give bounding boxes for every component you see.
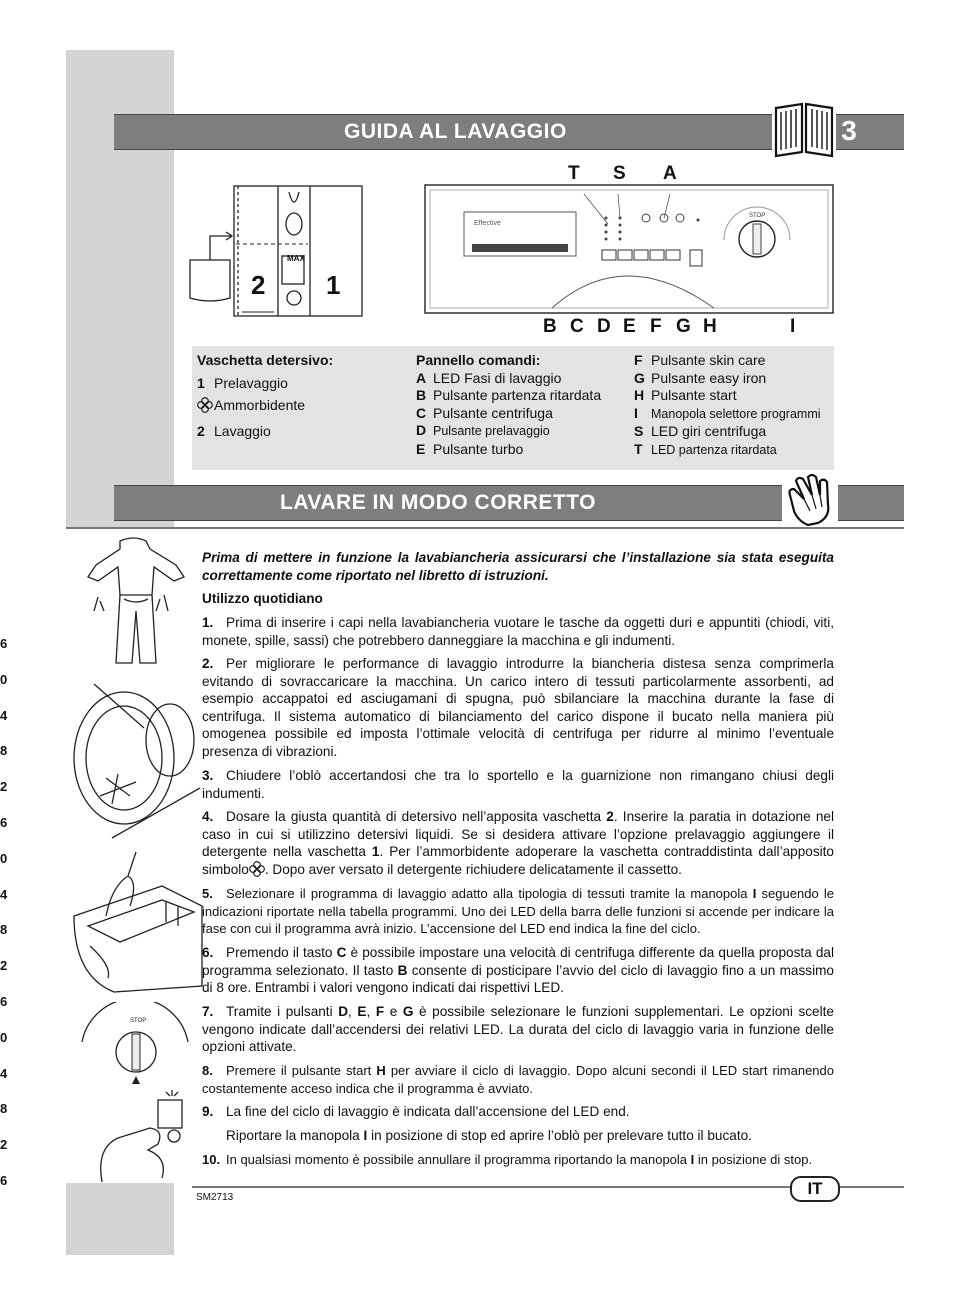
step-9-continued (202, 1127, 834, 1145)
section-title-guida: GUIDA AL LAVAGGIO (344, 120, 567, 143)
step-text: è possibile selezionare le funzioni supplementari. Le opzioni scelte vengono indicate dall’accendersi dei relativi LED. La durata del ciclo di lavaggio varia in funzione delle opzioni attivate. (202, 1004, 834, 1055)
step-5 (202, 885, 834, 938)
side-number: 0 (0, 671, 8, 687)
step-text: Premere il pulsante start (226, 1063, 377, 1078)
step-text: Per migliorare le performance di lavaggio introdurre la biancheria distesa senza comprimerla evitando di sovraccaricare la macchina. Un carico intero di tessuti particolarmente assorbenti, ad esempio accappatoi ed asciugamani di spugna, può sbilanciare la macchina durante la fase di centrifuga. Il sistema automatico di bilanciamento del carico dispone il bucato nella maniera più omogenea possibile ed imposta l’ottimale velocità di centrifuga per ridurre al minimo l’eventuale presenza di vibrazioni. (202, 656, 834, 759)
section-divider (66, 527, 904, 529)
side-number: 0 (0, 850, 8, 866)
legend-key: S (634, 423, 644, 440)
side-numbers (0, 636, 14, 1209)
panel-top-letter-a: A (663, 163, 677, 184)
svg-text:STOP: STOP (130, 1018, 147, 1024)
legend-key: H (634, 387, 645, 404)
legend-label: Pulsante prelavaggio (433, 424, 550, 439)
side-number: 4 (0, 1065, 8, 1081)
drawer-label-2: 2 (251, 270, 266, 300)
door-illustration (60, 678, 200, 840)
bottom-gray-band (66, 1183, 174, 1255)
step-number: 10. (202, 1152, 221, 1167)
legend-label: Pulsante start (651, 387, 737, 404)
step-number: 8. (202, 1063, 213, 1078)
panel-legend-title: Pannello comandi: (416, 352, 541, 368)
step-bold: E (357, 1004, 367, 1019)
detergent-legend-title: Vaschetta detersivo: (197, 352, 334, 368)
knob-illustration (76, 1002, 194, 1088)
step-bold: 1 (371, 844, 380, 860)
legend-label: Prelavaggio (214, 374, 288, 391)
step-text: La fine del ciclo di lavaggio è indicata dall’accensione del LED end. (226, 1104, 630, 1119)
step-text: Dosare la giusta quantità di detersivo nell’apposita vaschetta (226, 809, 607, 824)
step-text: Prima di inserire i capi nella lavabiancheria vuotare le tasche da oggetti duri e appuntiti (chiodi, viti, monete, spille, sassi) che potrebbero danneggiare la macchina e gli indumenti. (202, 615, 834, 648)
legend-key: C (416, 404, 427, 421)
legend-label: Ammorbidente (214, 397, 306, 414)
side-number: 8 (0, 922, 8, 938)
detergent-drawer-figure (186, 182, 366, 322)
legend-key: A (416, 369, 427, 386)
legend-label: Pulsante turbo (433, 440, 524, 457)
step-text: per avviare il ciclo di lavaggio. Dopo alcuni secondi il LED start rimanendo costantemente acceso indica che il programma è avviato. (202, 1063, 834, 1096)
step-text: in posizione di stop. (694, 1152, 813, 1167)
legend-key: F (634, 352, 643, 368)
step-6 (202, 944, 834, 997)
legend-label: Lavaggio (214, 422, 271, 439)
panel-bottom-letter-g: G (676, 316, 691, 337)
step-text: . Dopo aver versato il detergente richiudere delicatamente il cassetto. (264, 861, 682, 877)
footer-code: SM2713 (196, 1192, 234, 1203)
drawer-label-1: 1 (326, 270, 341, 300)
step-text: è possibile impostare una velocità di centrifuga differente da quella proposta dal programma selezionato. Il tasto (202, 945, 835, 978)
panel-bottom-letter-i: I (790, 316, 796, 337)
side-number: 4 (0, 707, 8, 723)
control-panel-figure (424, 184, 834, 314)
step-text: . Inserire la paratia in dotazione nel caso in cui si utilizzino detersivi liquidi. Se si desidera attivare l’opzione prelavaggio aggiungere il detergente nella vaschetta (202, 809, 835, 860)
legend-label: Pulsante partenza ritardata (433, 387, 602, 404)
softener-icon (197, 397, 214, 418)
step-text: . Per l’ammorbidente adoperare la vaschetta contraddistinta dall’apposito simbolo (202, 844, 834, 877)
legend-key: E (416, 440, 426, 457)
step-text: seguendo le indicazioni riportate nella tabella programmi. Uno dei LED della barra delle funzioni si accende per indicare la fase con cui il programma avrà inizio. L’accensione del LED end indica la fine del ciclo. (202, 886, 835, 937)
step-number: 5. (202, 886, 213, 901)
intro-text: Prima di mettere in funzione la lavabiancheria assicurarsi che l’installazione sia stata eseguita correttamente come riportato nel libretto di istruzioni. (202, 550, 834, 583)
step-number: 7. (202, 1004, 214, 1019)
step-1 (202, 614, 834, 649)
step-number: 6. (202, 945, 214, 960)
softener-icon (249, 861, 265, 882)
step-number: 3. (202, 768, 214, 783)
step-number: 4. (202, 809, 214, 824)
step-text: Chiudere l’oblò accertandosi che tra lo sportello e la guarnizione non rimangano chiusi degli indumenti. (202, 768, 834, 801)
legend-key: I (634, 404, 638, 421)
step-number: 9. (202, 1104, 214, 1119)
side-number: 2 (0, 779, 8, 795)
side-number: 6 (0, 1172, 8, 1188)
step-2 (202, 655, 834, 761)
legend-key: T (634, 440, 643, 457)
legend-label: Pulsante easy iron (651, 369, 767, 386)
step-text: in posizione di stop ed aprire l’oblò per prelevare tutto il bucato. (367, 1128, 752, 1143)
step-text: Premendo il tasto (226, 945, 337, 960)
side-number: 6 (0, 814, 8, 830)
step-bold: H (376, 1063, 386, 1078)
panel-bottom-letter-b: B (543, 316, 557, 337)
legend-key: D (416, 422, 427, 439)
hand-icon (782, 473, 838, 527)
start-button-illustration (88, 1088, 198, 1184)
legend-key: 1 (197, 374, 205, 391)
step-text: , (366, 1004, 376, 1019)
step-7 (202, 1003, 834, 1056)
step-text: consente di posticipare l’avvio del ciclo di lavaggio fino a un massimo di 8 ore. Entrambi i valori vengono indicati dai rispettivi LED. (202, 962, 834, 996)
step-bold: F (375, 1004, 385, 1019)
drawer-max-label: MAX (287, 254, 305, 263)
step-bold: G (402, 1004, 414, 1019)
step-text: e (384, 1004, 403, 1019)
panel-stop-label: STOP (749, 213, 766, 219)
step-9 (202, 1103, 834, 1121)
pockets-illustration (80, 535, 188, 665)
step-4 (202, 808, 834, 881)
step-bold: C (336, 945, 347, 960)
step-number: 2. (202, 656, 214, 671)
footer-lang-label: IT (807, 1179, 823, 1198)
step-bold: D (338, 1004, 349, 1019)
step-text: Riportare la manopola (226, 1128, 364, 1143)
legend-label: Manopola selettore programmi (651, 406, 821, 421)
panel-bottom-letter-f: F (650, 316, 662, 337)
panel-legend-col1 (416, 352, 601, 459)
side-number: 2 (0, 1137, 8, 1153)
step-text: Tramite i pulsanti (226, 1004, 339, 1019)
step-number: 1. (202, 615, 214, 630)
legend-label: LED giri centrifuga (651, 423, 767, 440)
side-number: 2 (0, 958, 8, 974)
step-8 (202, 1062, 834, 1097)
side-number: 0 (0, 1029, 8, 1045)
panel-bottom-letter-e: E (623, 316, 636, 337)
panel-bottom-letter-h: H (703, 316, 717, 337)
side-number: 6 (0, 636, 8, 651)
panel-bottom-letter-d: D (597, 316, 611, 337)
subheading: Utilizzo quotidiano (202, 591, 323, 606)
step-bold: B (397, 962, 408, 978)
panel-top-letter-s: S (613, 163, 626, 184)
panel-top-letter-t: T (568, 163, 580, 184)
panel-legend-col2 (634, 352, 821, 460)
step-text: , (348, 1004, 358, 1019)
step-text: In qualsiasi momento è possibile annullare il programma riportando la manopola (226, 1152, 691, 1167)
step-bold: I (363, 1128, 368, 1143)
legend-key: G (634, 369, 645, 386)
step-3 (202, 767, 834, 802)
panel-display-label: Effective (474, 220, 501, 227)
side-number: 8 (0, 743, 8, 759)
side-number: 6 (0, 993, 8, 1009)
section-title-lavare: LAVARE IN MODO CORRETTO (280, 491, 596, 514)
panel-bottom-letter-c: C (570, 316, 584, 337)
detergent-legend (197, 352, 333, 440)
legend-label: LED partenza ritardata (651, 442, 777, 457)
footer-lang-badge (790, 1176, 840, 1202)
legend-key: 2 (197, 422, 205, 439)
step-bold: 2 (606, 809, 614, 824)
side-number: 8 (0, 1101, 8, 1117)
drawer-illustration (66, 846, 206, 996)
step-text: Selezionare il programma di lavaggio adatto alla tipologia di tessuti tramite la manopola (226, 886, 753, 901)
legend-label: LED Fasi di lavaggio (433, 369, 562, 386)
page-number: 3 (841, 115, 857, 146)
legend-key: B (416, 387, 427, 404)
legend-label: Pulsante skin care (651, 352, 766, 368)
step-bold: I (690, 1152, 695, 1167)
step-10 (202, 1151, 834, 1169)
book-icon (772, 100, 836, 158)
side-number: 4 (0, 886, 8, 902)
legend-label: Pulsante centrifuga (433, 404, 553, 421)
step-bold: I (752, 886, 757, 901)
